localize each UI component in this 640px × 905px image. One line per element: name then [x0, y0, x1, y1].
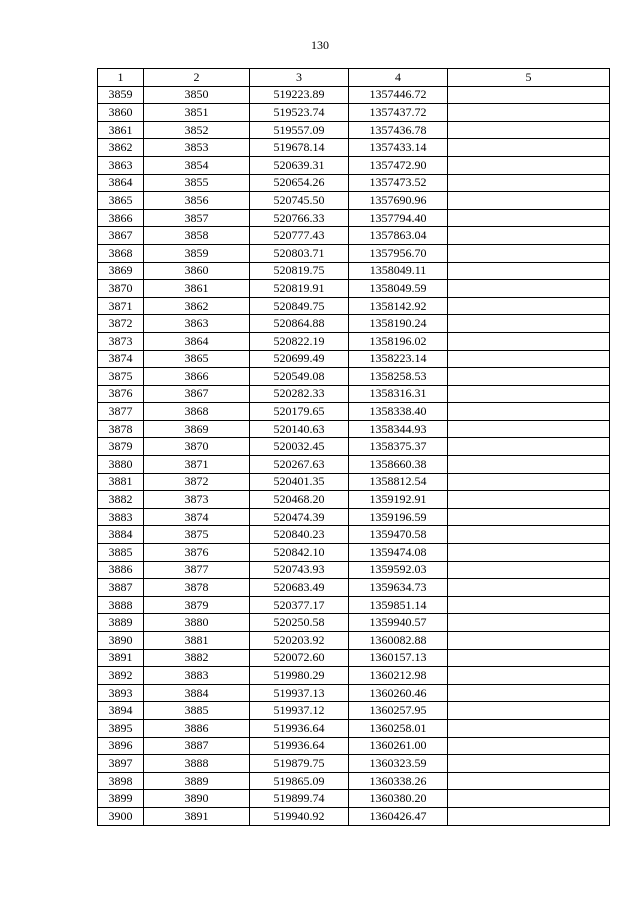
table-cell: 1360082.88	[349, 632, 448, 650]
table-cell	[448, 156, 610, 174]
table-row	[98, 456, 610, 474]
table-cell	[448, 192, 610, 210]
table-cell: 1358142.92	[349, 297, 448, 315]
table-cell: 520032.45	[250, 438, 349, 456]
table-row	[98, 192, 610, 210]
table-cell: 3860	[98, 104, 144, 122]
table-cell: 520377.17	[250, 596, 349, 614]
table-cell	[448, 508, 610, 526]
table-body	[98, 86, 610, 825]
table-cell	[448, 297, 610, 315]
table-cell	[448, 420, 610, 438]
table-cell	[448, 632, 610, 650]
table-cell: 1360261.00	[349, 737, 448, 755]
table-cell: 3859	[144, 244, 250, 262]
table-cell: 520822.19	[250, 332, 349, 350]
table-cell	[448, 280, 610, 298]
table-cell: 1358375.37	[349, 438, 448, 456]
table-cell: 3851	[144, 104, 250, 122]
table-cell	[448, 579, 610, 597]
table-cell: 3890	[98, 632, 144, 650]
table-cell: 3874	[144, 508, 250, 526]
table-cell: 1357433.14	[349, 139, 448, 157]
table-row	[98, 385, 610, 403]
table-row	[98, 772, 610, 790]
table-cell	[448, 368, 610, 386]
table-cell: 3891	[98, 649, 144, 667]
table-cell: 520849.75	[250, 297, 349, 315]
table-cell: 1358049.11	[349, 262, 448, 280]
table-cell: 1357863.04	[349, 227, 448, 245]
table-cell: 3860	[144, 262, 250, 280]
table-cell	[448, 491, 610, 509]
table-row	[98, 104, 610, 122]
table-cell: 3871	[98, 297, 144, 315]
table-cell: 1359192.91	[349, 491, 448, 509]
table-cell: 519937.12	[250, 702, 349, 720]
table-cell: 1360260.46	[349, 684, 448, 702]
table-row	[98, 420, 610, 438]
table-cell: 3865	[98, 192, 144, 210]
table-cell: 3859	[98, 86, 144, 104]
table-cell: 3853	[144, 139, 250, 157]
table-row	[98, 315, 610, 333]
table-cell: 3870	[144, 438, 250, 456]
table-cell: 520072.60	[250, 649, 349, 667]
table-row	[98, 350, 610, 368]
table-cell	[448, 790, 610, 808]
table-cell: 3868	[144, 403, 250, 421]
table-cell: 3897	[98, 755, 144, 773]
table-row	[98, 438, 610, 456]
column-header: 4	[349, 69, 448, 87]
table-row	[98, 755, 610, 773]
table-row	[98, 403, 610, 421]
table-cell	[448, 667, 610, 685]
table-cell: 3861	[98, 121, 144, 139]
table-cell: 520699.49	[250, 350, 349, 368]
table-cell: 519936.64	[250, 719, 349, 737]
table-row	[98, 332, 610, 350]
table-cell	[448, 737, 610, 755]
table-row	[98, 684, 610, 702]
table-cell: 3893	[98, 684, 144, 702]
table-cell: 3868	[98, 244, 144, 262]
table-cell	[448, 315, 610, 333]
table-cell	[448, 526, 610, 544]
table-cell: 3895	[98, 719, 144, 737]
table-row	[98, 209, 610, 227]
table-cell: 1360338.26	[349, 772, 448, 790]
table-cell: 3867	[98, 227, 144, 245]
table-cell: 3869	[98, 262, 144, 280]
table-cell: 3854	[144, 156, 250, 174]
table-cell: 3879	[144, 596, 250, 614]
table-cell	[448, 473, 610, 491]
table-row	[98, 227, 610, 245]
table-row	[98, 121, 610, 139]
table-cell: 3881	[144, 632, 250, 650]
table-row	[98, 561, 610, 579]
table-cell: 520654.26	[250, 174, 349, 192]
table-row	[98, 86, 610, 104]
table-cell: 520549.08	[250, 368, 349, 386]
table-cell: 1358316.31	[349, 385, 448, 403]
table-cell: 519523.74	[250, 104, 349, 122]
table-row	[98, 614, 610, 632]
table-cell	[448, 332, 610, 350]
table-cell: 1360258.01	[349, 719, 448, 737]
table-cell: 3850	[144, 86, 250, 104]
table-cell: 3862	[144, 297, 250, 315]
table-cell: 520179.65	[250, 403, 349, 421]
table-cell: 520840.23	[250, 526, 349, 544]
table-cell: 520864.88	[250, 315, 349, 333]
table-cell: 1357473.52	[349, 174, 448, 192]
table-cell: 3864	[98, 174, 144, 192]
table-cell: 1357446.72	[349, 86, 448, 104]
table-cell: 3871	[144, 456, 250, 474]
table-cell: 3852	[144, 121, 250, 139]
table-cell: 3899	[98, 790, 144, 808]
table-row	[98, 368, 610, 386]
table-cell: 520819.75	[250, 262, 349, 280]
table-cell: 3872	[98, 315, 144, 333]
table-cell	[448, 209, 610, 227]
table-cell: 3883	[98, 508, 144, 526]
table-cell: 519678.14	[250, 139, 349, 157]
table-cell: 519879.75	[250, 755, 349, 773]
table-cell: 3888	[144, 755, 250, 773]
table-row	[98, 262, 610, 280]
table-cell	[448, 121, 610, 139]
table-cell: 3880	[98, 456, 144, 474]
table-cell: 3875	[144, 526, 250, 544]
table-row	[98, 244, 610, 262]
table-cell: 3892	[98, 667, 144, 685]
table-row	[98, 649, 610, 667]
table-cell: 520140.63	[250, 420, 349, 438]
table-cell	[448, 385, 610, 403]
table-cell: 3896	[98, 737, 144, 755]
table-cell: 520842.10	[250, 544, 349, 562]
table-cell: 1358196.02	[349, 332, 448, 350]
coordinates-table	[97, 68, 610, 826]
table-cell	[448, 438, 610, 456]
table-cell: 520203.92	[250, 632, 349, 650]
table-cell: 3880	[144, 614, 250, 632]
table-cell: 1358258.53	[349, 368, 448, 386]
table-cell: 1358190.24	[349, 315, 448, 333]
table-cell	[448, 719, 610, 737]
table-cell	[448, 684, 610, 702]
table-cell	[448, 649, 610, 667]
table-cell: 519980.29	[250, 667, 349, 685]
table-row	[98, 508, 610, 526]
table-cell: 520639.31	[250, 156, 349, 174]
table-cell: 3874	[98, 350, 144, 368]
table-cell: 3889	[98, 614, 144, 632]
table-row	[98, 491, 610, 509]
table-cell: 520468.20	[250, 491, 349, 509]
table-cell: 1360157.13	[349, 649, 448, 667]
table-cell: 3885	[98, 544, 144, 562]
table-cell: 3863	[98, 156, 144, 174]
table-cell	[448, 702, 610, 720]
table-cell: 519940.92	[250, 807, 349, 825]
table-cell: 3890	[144, 790, 250, 808]
table-cell: 520683.49	[250, 579, 349, 597]
table-cell	[448, 262, 610, 280]
table-cell: 520777.43	[250, 227, 349, 245]
table-cell	[448, 456, 610, 474]
table-cell: 1358660.38	[349, 456, 448, 474]
table-cell: 3886	[144, 719, 250, 737]
table-cell: 1357794.40	[349, 209, 448, 227]
table-cell: 520267.63	[250, 456, 349, 474]
table-cell: 3855	[144, 174, 250, 192]
table-cell: 3869	[144, 420, 250, 438]
table-cell: 1360323.59	[349, 755, 448, 773]
table-cell: 3889	[144, 772, 250, 790]
table-cell: 520474.39	[250, 508, 349, 526]
table-cell: 520766.33	[250, 209, 349, 227]
table-cell: 520250.58	[250, 614, 349, 632]
table-cell: 3878	[98, 420, 144, 438]
table-cell: 3883	[144, 667, 250, 685]
table-row	[98, 719, 610, 737]
table-cell	[448, 139, 610, 157]
table-cell: 1360380.20	[349, 790, 448, 808]
table-cell	[448, 614, 610, 632]
column-header: 3	[250, 69, 349, 87]
table-cell: 3894	[98, 702, 144, 720]
table-row	[98, 667, 610, 685]
table-cell: 1360426.47	[349, 807, 448, 825]
table-cell: 3857	[144, 209, 250, 227]
table-cell: 3885	[144, 702, 250, 720]
table-cell: 3863	[144, 315, 250, 333]
table-cell: 3876	[144, 544, 250, 562]
table-cell: 1357436.78	[349, 121, 448, 139]
table-cell: 1359474.08	[349, 544, 448, 562]
table-cell: 3872	[144, 473, 250, 491]
table-cell: 3888	[98, 596, 144, 614]
table-cell: 3881	[98, 473, 144, 491]
table-cell: 3886	[98, 561, 144, 579]
table-row	[98, 544, 610, 562]
table-cell: 3887	[98, 579, 144, 597]
column-header: 5	[448, 69, 610, 87]
table-cell: 1358338.40	[349, 403, 448, 421]
table-cell: 519865.09	[250, 772, 349, 790]
table-cell: 520745.50	[250, 192, 349, 210]
table-cell: 1357472.90	[349, 156, 448, 174]
table-cell: 1357690.96	[349, 192, 448, 210]
table-cell	[448, 544, 610, 562]
table-cell: 1360257.95	[349, 702, 448, 720]
table-cell: 3862	[98, 139, 144, 157]
table-row	[98, 596, 610, 614]
table-cell: 519557.09	[250, 121, 349, 139]
column-header: 1	[98, 69, 144, 87]
table-row	[98, 737, 610, 755]
table-cell: 1360212.98	[349, 667, 448, 685]
column-header: 2	[144, 69, 250, 87]
table-cell: 3876	[98, 385, 144, 403]
table-cell: 3873	[144, 491, 250, 509]
table-cell: 519899.74	[250, 790, 349, 808]
table-cell: 3875	[98, 368, 144, 386]
table-row	[98, 156, 610, 174]
table-cell: 1358812.54	[349, 473, 448, 491]
table-cell: 519937.13	[250, 684, 349, 702]
table-cell	[448, 104, 610, 122]
table-row	[98, 702, 610, 720]
table-cell: 520819.91	[250, 280, 349, 298]
table-cell: 1359196.59	[349, 508, 448, 526]
table-cell: 3856	[144, 192, 250, 210]
table-cell: 519223.89	[250, 86, 349, 104]
table-cell: 1357956.70	[349, 244, 448, 262]
table-row	[98, 579, 610, 597]
table-cell	[448, 596, 610, 614]
table-cell: 1359470.58	[349, 526, 448, 544]
table-cell: 3864	[144, 332, 250, 350]
table-cell: 520743.93	[250, 561, 349, 579]
table-cell: 3858	[144, 227, 250, 245]
table-row	[98, 790, 610, 808]
table-cell	[448, 86, 610, 104]
table-cell: 3882	[144, 649, 250, 667]
table-cell: 3865	[144, 350, 250, 368]
table-cell: 3878	[144, 579, 250, 597]
table-row	[98, 807, 610, 825]
table-cell: 1359851.14	[349, 596, 448, 614]
table-header-row	[98, 69, 610, 87]
table-cell: 3882	[98, 491, 144, 509]
table-cell: 1357437.72	[349, 104, 448, 122]
table-cell: 3861	[144, 280, 250, 298]
table-cell	[448, 755, 610, 773]
table-cell: 3884	[144, 684, 250, 702]
table-cell: 3866	[144, 368, 250, 386]
table-cell: 1359634.73	[349, 579, 448, 597]
table-cell: 3879	[98, 438, 144, 456]
table-cell: 1358049.59	[349, 280, 448, 298]
table-cell: 3866	[98, 209, 144, 227]
page-number: 130	[311, 38, 329, 52]
table-cell: 3870	[98, 280, 144, 298]
table-row	[98, 526, 610, 544]
table-cell: 1359940.57	[349, 614, 448, 632]
table-cell	[448, 244, 610, 262]
table-cell: 3891	[144, 807, 250, 825]
table-cell	[448, 561, 610, 579]
table-cell: 520803.71	[250, 244, 349, 262]
table-cell	[448, 772, 610, 790]
table-cell: 3877	[98, 403, 144, 421]
table-row	[98, 174, 610, 192]
table-cell: 519936.64	[250, 737, 349, 755]
table-cell: 3884	[98, 526, 144, 544]
table-row	[98, 473, 610, 491]
table-cell	[448, 807, 610, 825]
table-cell: 3898	[98, 772, 144, 790]
table-cell	[448, 227, 610, 245]
table-cell: 520282.33	[250, 385, 349, 403]
table-row	[98, 139, 610, 157]
table-cell: 1358223.14	[349, 350, 448, 368]
table-cell: 520401.35	[250, 473, 349, 491]
table-cell: 3867	[144, 385, 250, 403]
table-row	[98, 632, 610, 650]
table-cell: 1359592.03	[349, 561, 448, 579]
table-cell	[448, 350, 610, 368]
table-cell: 3900	[98, 807, 144, 825]
table-row	[98, 297, 610, 315]
table-cell: 3877	[144, 561, 250, 579]
table-cell: 3887	[144, 737, 250, 755]
table-row	[98, 280, 610, 298]
table-cell	[448, 174, 610, 192]
table-cell	[448, 403, 610, 421]
table-cell: 1358344.93	[349, 420, 448, 438]
table-cell: 3873	[98, 332, 144, 350]
